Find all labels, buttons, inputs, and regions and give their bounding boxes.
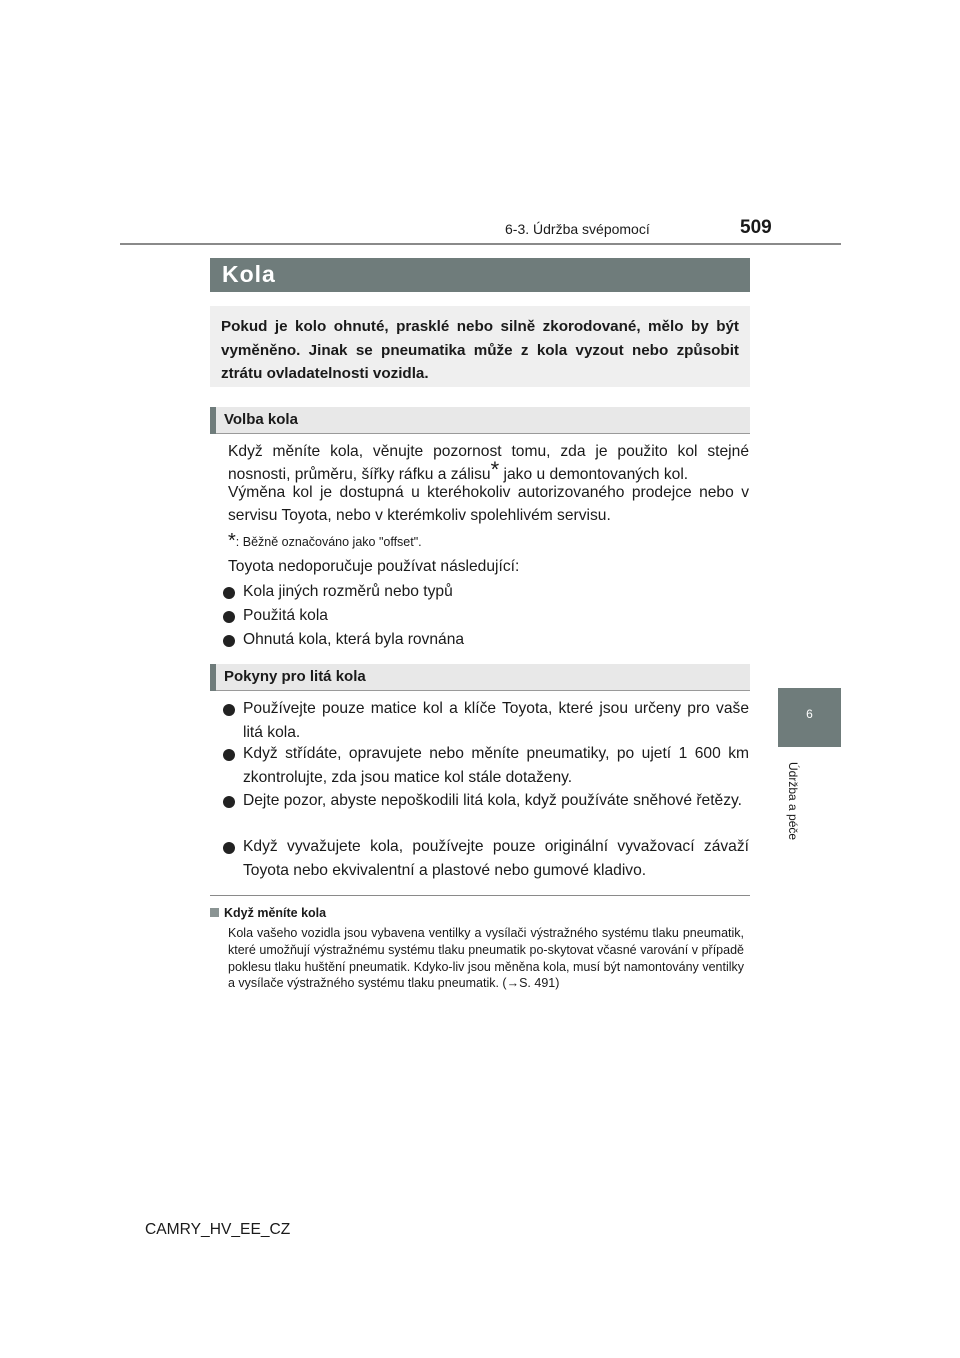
section1-paragraph-2 — [228, 482, 749, 527]
info-heading-text: Když měníte kola — [224, 906, 327, 920]
chapter-number: 6 — [806, 707, 813, 721]
subheading-accent — [210, 664, 216, 691]
page-title-bar — [210, 258, 750, 292]
list-item — [223, 742, 749, 789]
section1-paragraph-1 — [228, 441, 749, 486]
page-title: Kola — [222, 261, 276, 287]
chapter-label: Údržba a péče — [786, 762, 800, 841]
bullet-icon — [223, 842, 235, 854]
footnote — [228, 530, 422, 552]
subheading-volba-kola — [210, 407, 750, 434]
info-heading — [210, 906, 326, 920]
subheading-accent — [210, 407, 216, 434]
footnote-text: : Běžně označováno jako "offset". — [235, 535, 422, 549]
list-item — [223, 789, 749, 813]
header-section-title: 6-3. Údržba svépomocí — [505, 221, 650, 237]
list-item — [223, 604, 749, 628]
info-body-text: Kola vašeho vozidla jsou vybavena ventilky a vysílači výstražného systému tlaku pneumatik, které umožňují výstražnému systému tlaku pneumatik po-skytovat včasné varování v případě poklesu tlaku huštění pneumatik. Kdyko-liv jsou měněna kola, musí být namontovány ventilky a vysílače výstražného systému tlaku pneumatik. (→S. 491) — [228, 926, 744, 991]
intro-text: Pokud je kolo ohnuté, prasklé nebo silně zkorodované, mělo by být vyměněno. Jinak se pneumatika může z kola vyzout nebo způsobit ztrátu ovladatelnosti vozidla. — [221, 318, 739, 382]
subheading-text: Volba kola — [224, 411, 298, 428]
info-body — [228, 925, 744, 992]
list-item-text: Použitá kola — [243, 607, 328, 624]
list-item-text: Kola jiných rozměrů nebo typů — [243, 583, 453, 600]
bullet-icon — [223, 635, 235, 647]
bullet-icon — [223, 749, 235, 761]
subheading-lita-kola — [210, 664, 750, 691]
section-divider — [210, 895, 750, 896]
list-item — [223, 697, 749, 744]
para1-start: Když měníte kola, věnujte pozornost tomu, zda je použito kol stejné nosnosti, průměru, šířky ráfku a zálisu — [228, 443, 749, 483]
footnote-mark: * — [490, 456, 500, 482]
list-item-text: Když vyvažujete kola, používejte pouze originální vyvažovací závaží Toyota nebo ekvivalentní a plastové nebo gumové kladivo. — [243, 838, 749, 879]
list-item — [223, 835, 749, 882]
list-item-text: Ohnutá kola, která byla rovnána — [243, 631, 465, 648]
list-item-text: Používejte pouze matice kol a klíče Toyota, které jsou určeny pro vaše litá kola. — [243, 700, 749, 741]
list-item-text: Když střídáte, opravujete nebo měníte pneumatiky, po ujetí 1 600 km zkontrolujte, zda jsou matice kol stále dotaženy. — [243, 745, 749, 786]
list-item — [223, 580, 749, 604]
footnote-star: * — [228, 530, 236, 552]
page-number: 509 — [740, 217, 772, 238]
square-bullet-icon — [210, 908, 219, 917]
section1-lead: Toyota nedoporučuje používat následující: — [228, 558, 520, 575]
bullet-icon — [223, 796, 235, 808]
bullet-icon — [223, 704, 235, 716]
bullet-icon — [223, 587, 235, 599]
subheading-text: Pokyny pro litá kola — [224, 668, 366, 685]
chapter-tab — [778, 688, 841, 747]
bullet-icon — [223, 611, 235, 623]
para1-end: jako u demontovaných kol. — [499, 465, 689, 483]
footer-model-code: CAMRY_HV_EE_CZ — [145, 1221, 291, 1238]
list-item-text: Dejte pozor, abyste nepoškodili litá kola, když používáte sněhové řetězy. — [243, 792, 742, 809]
para2-text: Výměna kol je dostupná u kteréhokoliv autorizovaného prodejce nebo v servisu Toyota, nebo v kterémkoliv spolehlivém servisu. — [228, 484, 749, 524]
intro-box — [210, 306, 750, 387]
header-divider — [120, 243, 841, 245]
list-item — [223, 628, 749, 652]
